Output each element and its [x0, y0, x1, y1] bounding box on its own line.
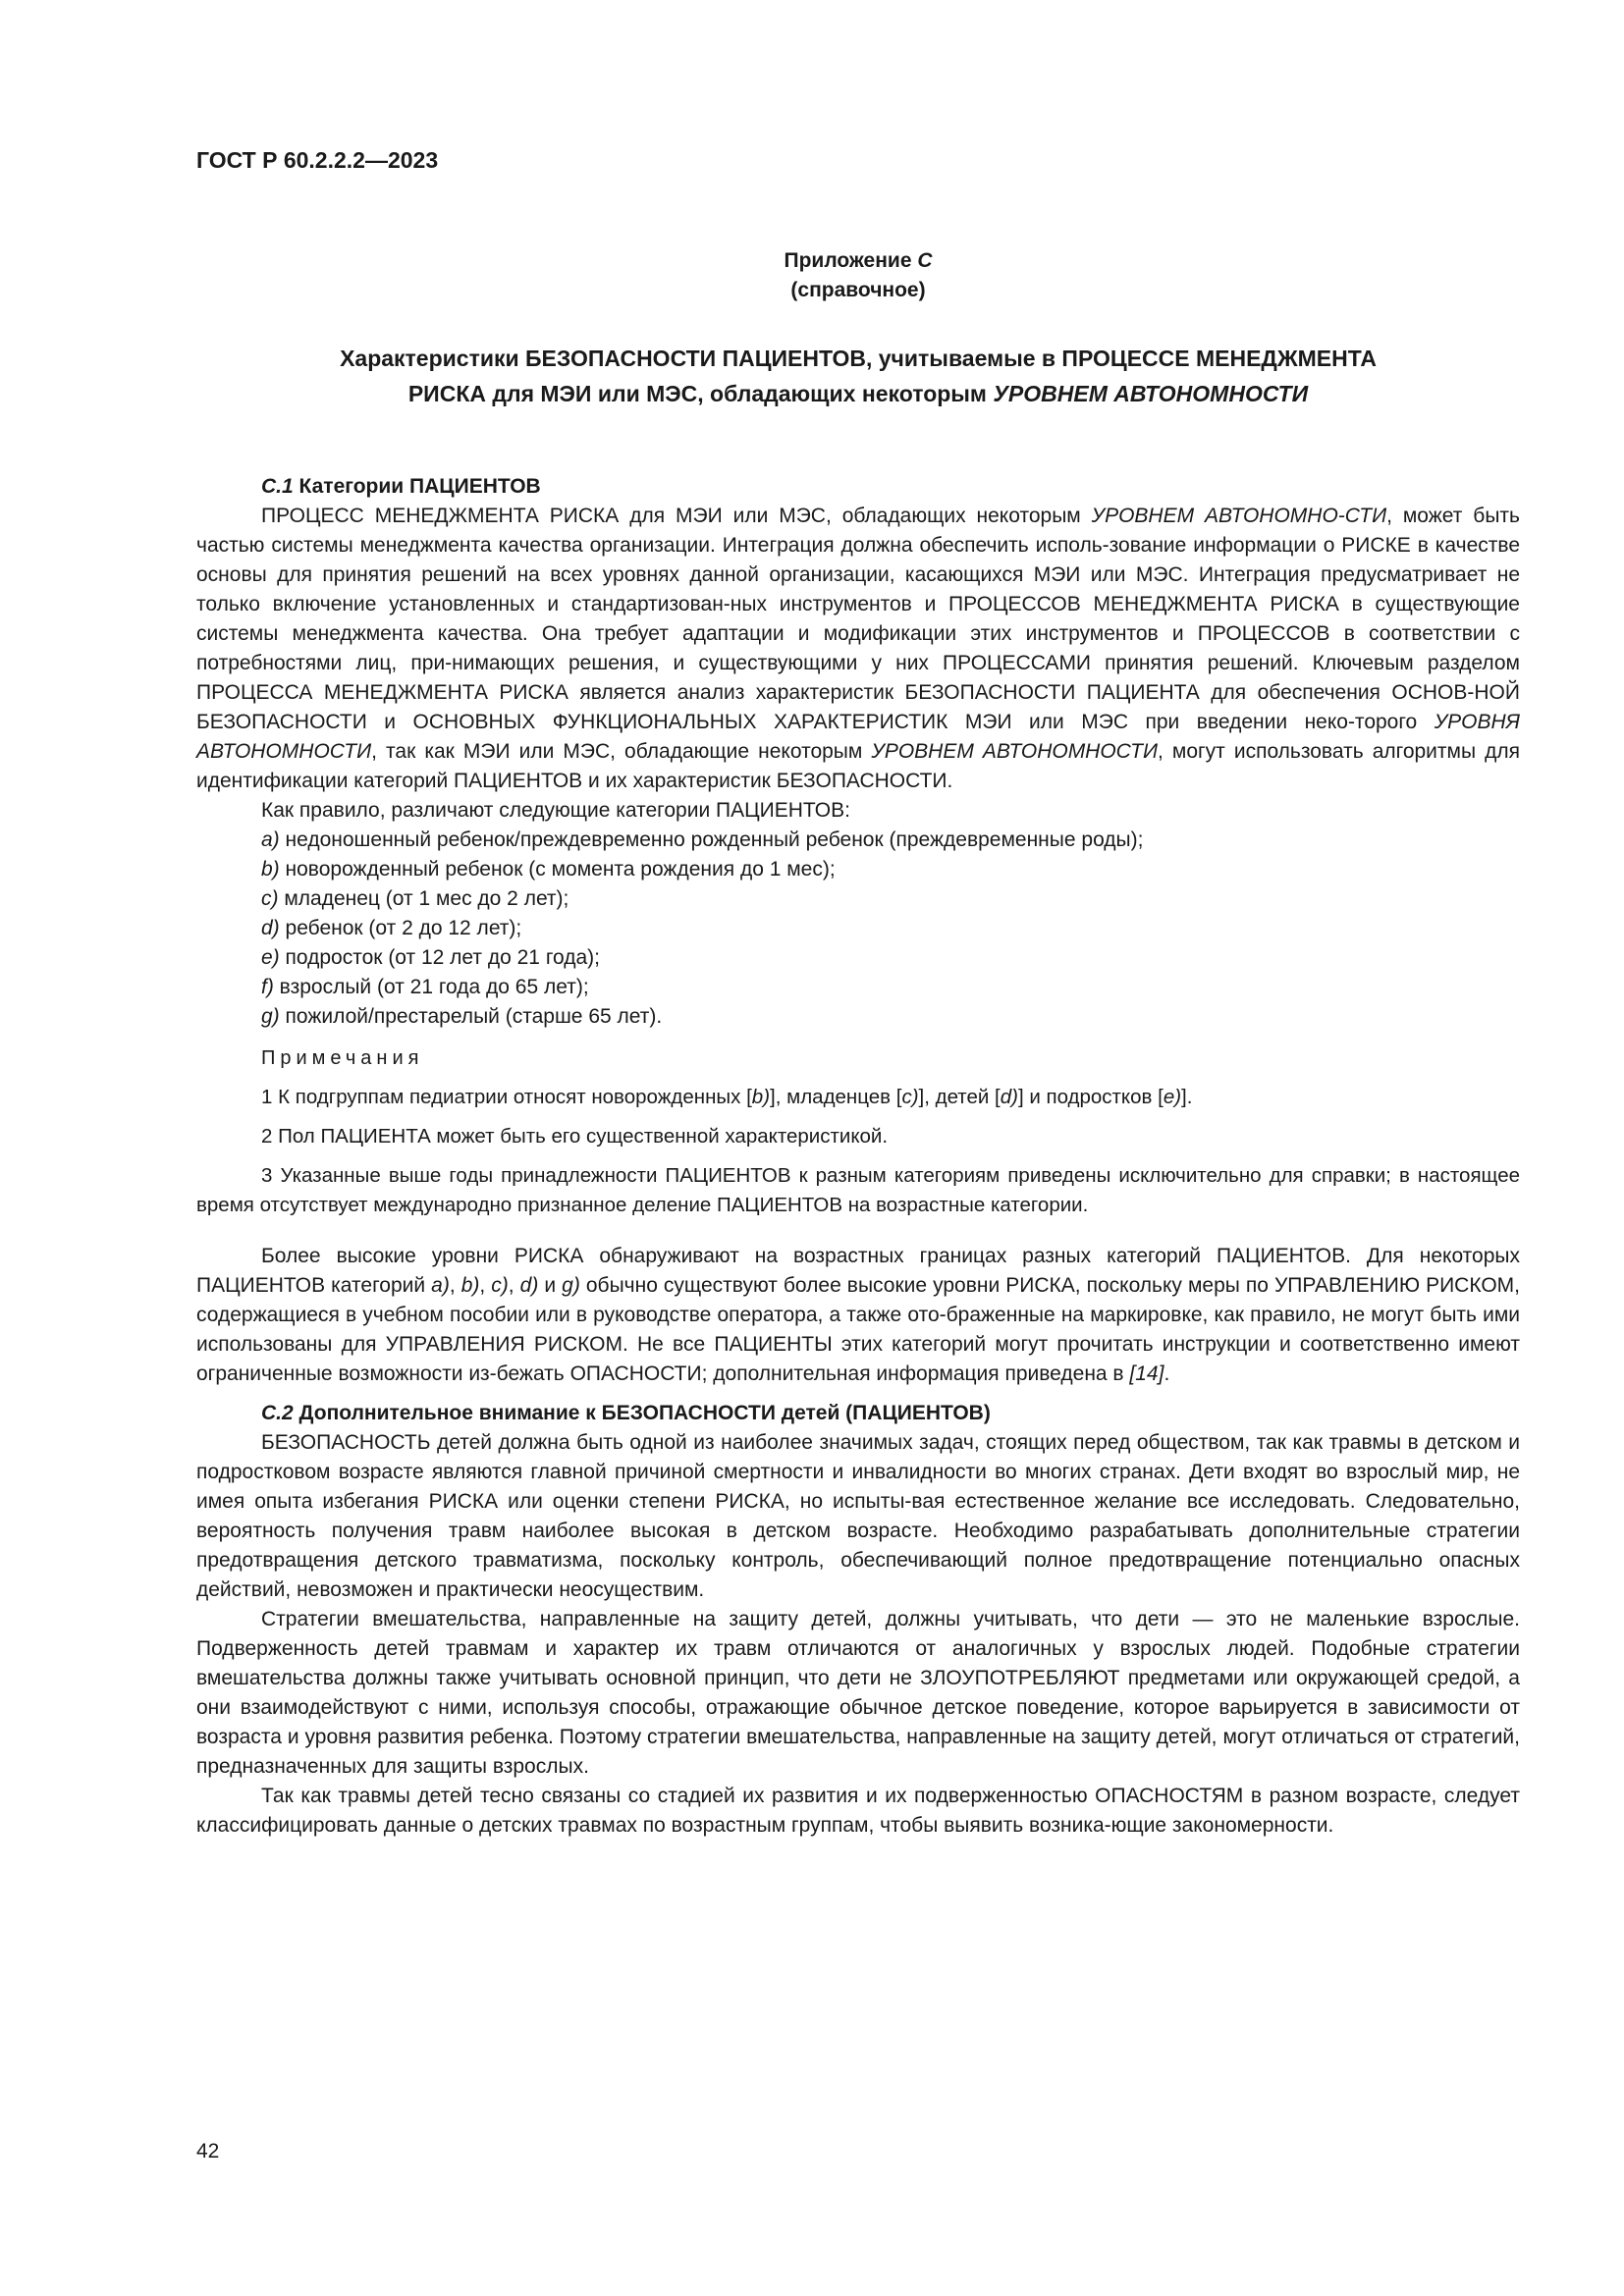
section-c1-paragraph: ПРОЦЕСС МЕНЕДЖМЕНТА РИСКА для МЭИ или МЭС, обладающих некоторым УРОВНЕМ АВТОНОМНО-СТИ, может быть частью системы менеджмента качества организации. Интеграция должна обеспечить исполь-зование информации о РИСКЕ в качестве основы для принятия решений на всех уровнях данной организации, касающихся МЭИ или МЭС. Интеграция предусматривает не только включение установленных и стандартизован-ных инструментов и ПРОЦЕССОВ МЕНЕДЖМЕНТА РИСКА в существующие системы менеджмента качества. Она требует адаптации и модификации этих инструментов и ПРОЦЕССОВ в соответствии с потребностями лиц, при-нимающих решения, и существующими у них ПРОЦЕССАМИ принятия решений. Ключевым разделом ПРОЦЕССА МЕНЕДЖМЕНТА РИСКА является анализ характеристик БЕЗОПАСНОСТИ ПАЦИЕНТА для обеспечения ОСНОВ-НОЙ БЕЗОПАСНОСТИ и ОСНОВНЫХ ФУНКЦИОНАЛЬНЫХ ХАРАКТЕРИСТИК МЭИ или МЭС при введении неко-торого УРОВНЯ АВТОНОМНОСТИ, так как МЭИ или МЭС, обладающие некоторым УРОВНЕМ АВТОНОМНОСТИ, могут использовать алгоритмы для идентификации категорий ПАЦИЕНТОВ и их характеристик БЕЗОПАСНОСТИ.: [196, 505, 1520, 792]
annex-label: Приложение С: [784, 249, 933, 272]
section-c2-paragraph-1: БЕЗОПАСНОСТЬ детей должна быть одной из наиболее значимых задач, стоящих перед обществом, так как травмы в детском и подростковом возрасте являются главной причиной смертности и инвалидности во многих странах. Дети входят во взрослый мир, не имея опыта избегания РИСКА или оценки степени РИСКА, но испыты-вая естественное желание все исследовать. Следовательно, вероятность получения травм наиболее высокая в детском возрасте. Необходимо разрабатывать дополнительные стратегии предотвращения детского травматизма, поскольку контроль, обеспечивающий полное предотвращение потенциально опасных действий, невозможен и практически неосуществим.: [196, 1431, 1520, 1601]
document-id: ГОСТ Р 60.2.2.2—2023: [196, 147, 439, 173]
list-item: a) недоношенный ребенок/преждевременно рожденный ребенок (преждевременные роды);: [261, 828, 1144, 851]
list-item: c) младенец (от 1 мес до 2 лет);: [261, 887, 569, 910]
section-c1-closing-paragraph: Более высокие уровни РИСКА обнаруживают на возрастных границах разных категорий ПАЦИЕНТОВ. Для некоторых ПАЦИЕНТОВ категорий a), b), c), d) и g) обычно существуют более высокие уровни РИСКА, поскольку меры по УПРАВЛЕНИЮ РИСКОМ, содержащиеся в учебном пособии или в руководстве оператора, а также ото-браженные на маркировке, как правило, не могут быть ими использованы для УПРАВЛЕНИЯ РИСКОМ. Не все ПАЦИЕНТЫ этих категорий могут прочитать инструкции и соответственно имеют ограниченные возможности из-бежать ОПАСНОСТИ; дополнительная информация приведена в [14].: [196, 1245, 1521, 1385]
annex-kind: (справочное): [790, 279, 926, 301]
categories-intro: Как правило, различают следующие категории ПАЦИЕНТОВ:: [261, 799, 850, 822]
annex-heading: [196, 246, 1520, 305]
page-number: 42: [196, 2140, 220, 2163]
annex-title: Характеристики БЕЗОПАСНОСТИ ПАЦИЕНТОВ, учитываемые в ПРОЦЕССЕ МЕНЕДЖМЕНТА РИСКА для МЭИ или МЭС, обладающих некоторым УРОВНЕМ АВТОНОМНОСТИ: [340, 346, 1377, 406]
note-3: 3 Указанные выше годы принадлежности ПАЦИЕНТОВ к разным категориям приведены исключительно для справки; в настоящее время отсутствует международно признанное деление ПАЦИЕНТОВ на возрастные категории.: [196, 1164, 1520, 1216]
notes-heading: Примечания: [261, 1047, 424, 1069]
list-item: e) подросток (от 12 лет до 21 года);: [261, 946, 600, 969]
section-c2-heading: С.2 Дополнительное внимание к БЕЗОПАСНОСТИ детей (ПАЦИЕНТОВ): [261, 1402, 991, 1424]
list-item: f) взрослый (от 21 года до 65 лет);: [261, 976, 589, 998]
note-2: 2 Пол ПАЦИЕНТА может быть его существенной характеристикой.: [261, 1125, 889, 1148]
section-c2-paragraph-2: Стратегии вмешательства, направленные на защиту детей, должны учитывать, что дети — это не маленькие взрослые. Подверженность детей травмам и характер их травм отличаются от аналогичных у взрослых людей. Подобные стратегии вмешательства должны также учитывать основной принцип, что дети не ЗЛОУПОТРЕБЛЯЮТ предметами или окружающей средой, а они взаимодействуют с ними, используя способы, отражающие обычное детское поведение, которое варьируется в зависимости от возраста и уровня развития ребенка. Поэтому стратегии вмешательства, направленные на защиту детей, могут отличаться от стратегий, предназначенных для защиты взрослых.: [196, 1608, 1520, 1778]
list-item: b) новорожденный ребенок (с момента рождения до 1 мес);: [261, 858, 836, 881]
section-c1-heading: С.1 Категории ПАЦИЕНТОВ: [261, 475, 541, 498]
note-1: 1 К подгруппам педиатрии относят новорожденных [b)], младенцев [c)], детей [d)] и подростков [e)].: [261, 1086, 1193, 1108]
list-item: g) пожилой/престарелый (старше 65 лет).: [261, 1005, 663, 1028]
document-page: [196, 147, 1520, 1841]
list-item: d) ребенок (от 2 до 12 лет);: [261, 917, 522, 939]
patient-categories-list: [196, 826, 1520, 1032]
section-c2-paragraph-3: Так как травмы детей тесно связаны со стадией их развития и их подверженностью ОПАСНОСТЯМ в разном возрасте, следует классифицировать данные о детских травмах по возрастным группам, чтобы выявить возника-ющие закономерности.: [196, 1785, 1520, 1837]
